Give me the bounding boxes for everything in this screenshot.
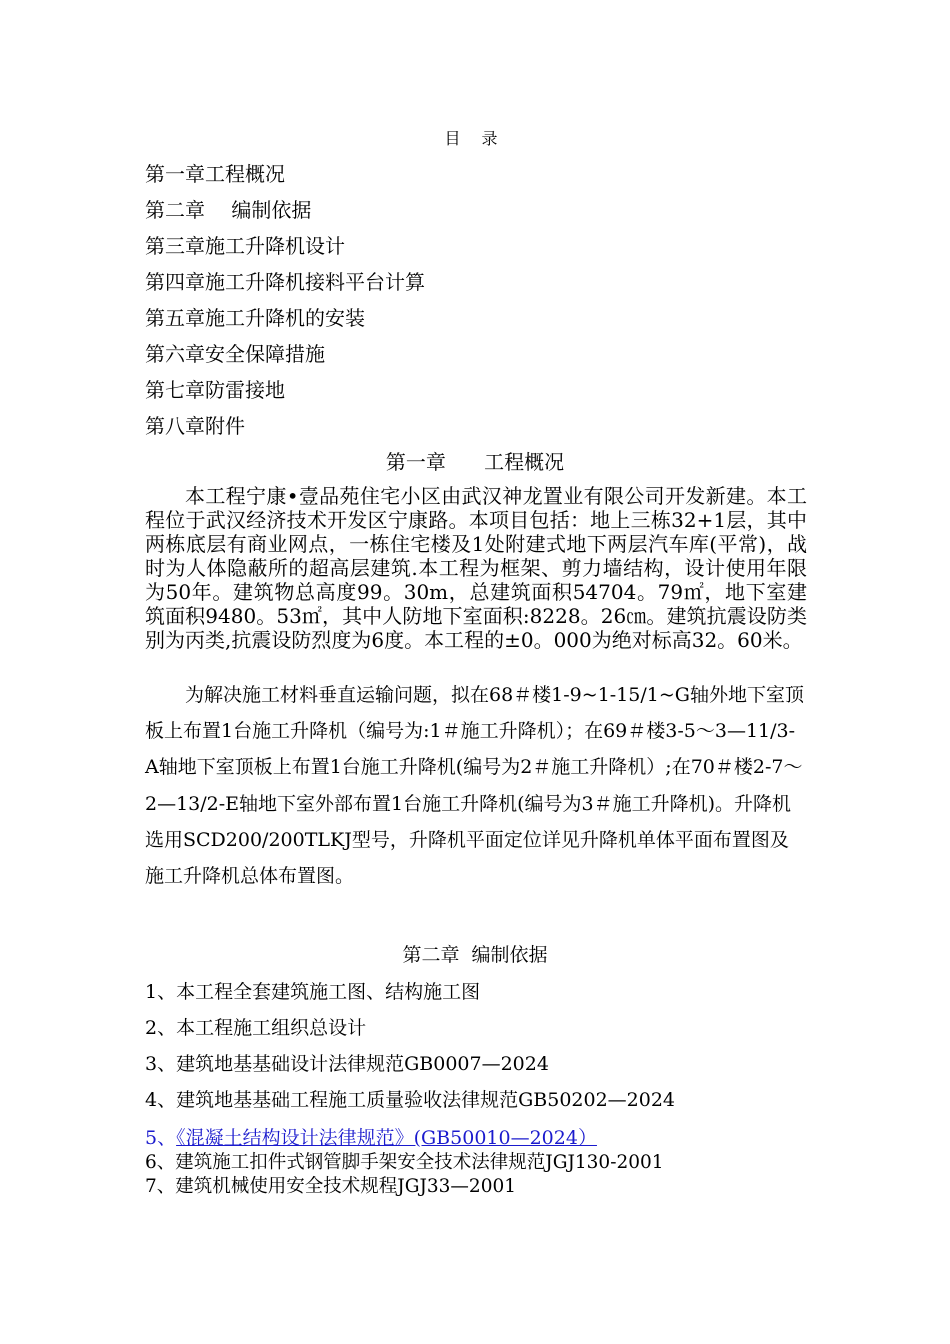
- chapter-1-heading: 第一章 工程概况: [385, 450, 565, 474]
- reference-item-6: 6、建筑施工扣件式钢管脚手架安全技术法律规范JGJ130-2001: [145, 1152, 664, 1173]
- toc-link-chapter-2[interactable]: 第二章 编制依据: [145, 198, 312, 222]
- reference-item-3: 3、建筑地基基础设计法律规范GB0007—2024: [145, 1053, 549, 1075]
- toc-link-chapter-3[interactable]: 第三章施工升降机设计: [145, 234, 345, 258]
- reference-item-5-link[interactable]: 《混凝土结构设计法律规范》(GB50010—2024）: [176, 1127, 597, 1149]
- chapter-2-heading: 第二章 编制依据: [402, 944, 548, 966]
- toc-link-chapter-5[interactable]: 第五章施工升降机的安装: [145, 306, 365, 330]
- reference-item-5: [145, 1123, 597, 1150]
- toc-link-chapter-4[interactable]: 第四章施工升降机接料平台计算: [145, 270, 425, 294]
- reference-item-5-number: 5、: [145, 1127, 177, 1149]
- toc-link-chapter-7[interactable]: 第七章防雷接地: [145, 378, 285, 402]
- chapter-1-paragraph-1: 本工程宁康•壹品苑住宅小区由武汉神龙置业有限公司开发新建。本工程位于武汉经济技术开发区宁康路。本项目包括：地上三栋32+1层，其中两栋底层有商业网点，一栋住宅楼及1处附建式地下两层汽车库(平常)，战时为人体隐蔽所的超高层建筑.本工程为框架、剪力墙结构，设计使用年限为50年。建筑物总高度99。30m，总建筑面积54704。79㎡，地下室建筑面积9480。53㎡，其中人防地下室面积:8228。26㎝。建筑抗震设防类别为丙类,抗震设防烈度为6度。本工程的±0。000为绝对标高32。60米。: [145, 484, 807, 652]
- reference-item-1: 1、本工程全套建筑施工图、结构施工图: [145, 981, 481, 1003]
- reference-item-2: 2、本工程施工组织总设计: [145, 1017, 367, 1039]
- reference-item-7: 7、建筑机械使用安全技术规程JGJ33—2001: [145, 1176, 517, 1197]
- reference-item-4: 4、建筑地基基础工程施工质量验收法律规范GB50202—2024: [145, 1089, 676, 1111]
- toc-link-chapter-8[interactable]: 第八章附件: [145, 414, 245, 438]
- chapter-1-paragraph-2: 为解决施工材料垂直运输问题，拟在68＃楼1-9~1-15/1~G轴外地下室顶板上布置1台施工升降机（编号为:1＃施工升降机）；在69＃楼3-5～3—11/3-A轴地下室顶板上布置1台施工升降机(编号为2＃施工升降机）;在70＃楼2-7～2—13/2-E轴地下室外部布置1台施工升降机(编号为3＃施工升降机)。升降机选用SCD200/200TLKJ型号，升降机平面定位详见升降机单体平面布置图及施工升降机总体布置图。: [145, 684, 804, 888]
- toc-link-chapter-6[interactable]: 第六章安全保障措施: [145, 342, 325, 366]
- toc-item-chapter-1: 第一章工程概况: [145, 162, 285, 186]
- toc-title: 目 录: [444, 129, 506, 148]
